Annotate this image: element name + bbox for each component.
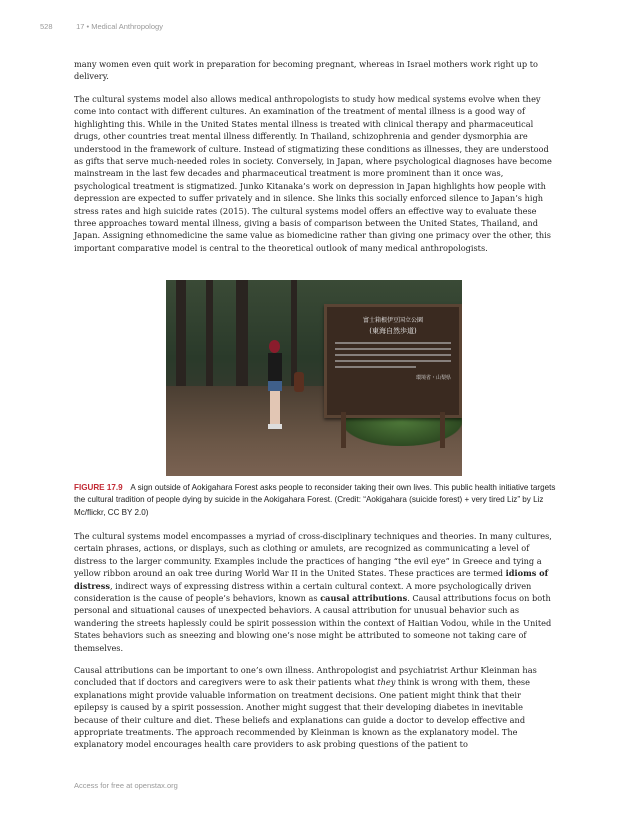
sign-post — [341, 412, 346, 448]
person-figure — [266, 340, 284, 430]
page-number: 528 — [40, 22, 53, 31]
tree-trunk — [176, 280, 186, 400]
tree-trunk — [236, 280, 248, 400]
text-run: Causal attributions can be important to one’s own illness. Anthropologist and psychiatrist Arthur Kleinman has concluded that if doctors and caregivers were to ask their patients what — [74, 665, 537, 688]
paragraph-text — [74, 664, 552, 751]
text-run: think is wrong with them, these explanations might provide valuable information on treatment decisions. One patient might think that their epilepsy is caused by a spirit possession. Another might suggest that their developing diabetes in inevitable because of their culture and diet. These beliefs and explanations can guide a doctor to develop effective and appropriate treatments. The approach recommended by Kleinman is known as the explanatory model. The explanatory model encourages health care providers to ask probing questions of the patient to — [74, 677, 530, 750]
sign-subtitle: (東海自然歩道) — [369, 327, 417, 335]
aokigahara-forest-photo — [166, 280, 462, 476]
paragraph-text — [74, 530, 552, 654]
key-term-idioms-of-distress: idioms of distress — [74, 568, 549, 591]
text-run: , indirect ways of expressing distress within a certain cultural context. A more psychologically driven consideration is the cause of people’s behaviors, known as — [74, 580, 532, 604]
text-run: . Causal attributions focus on both personal and situational causes of unexpected behaviors. A causal attribution for unusual behavior such as wandering the streets haplessly could be spirit possession within the context of Haitian Vodou, while in the United States behaviors such as sneezing and blowing one’s nose might be attributed to someone not taking care of themselves. — [74, 593, 552, 653]
figure-label: FIGURE 17.9 — [74, 483, 123, 492]
lantern — [294, 372, 304, 392]
warning-sign — [324, 304, 462, 418]
body-paragraph-3 — [74, 530, 552, 664]
page-header — [40, 22, 590, 31]
emphasis-they: they — [377, 677, 396, 688]
tree-trunk — [206, 280, 213, 400]
paragraph-text: The cultural systems model also allows medical anthropologists to study how medical systems evolve when they come into contact with different cultures. An examination of the treatment of mental illness is a good way of highlighting this. While in the United States mental illness is treated with clinical therapy and pharmaceutical drugs, other countries treat mental illness differently. In Thailand, schizophrenia and gender dysmorphia are understood in the framework of culture. Instead of stigmatizing these conditions as illnesses, they are understood as gifts that serve much-needed roles in society. Conversely, in Japan, where psychological diagnoses have become mainstream in the last few decades and pharmaceutical treatment is more prominent than it once was, psychological treatment is stigmatized. Junko Kitanaka’s work on depression in Japan highlights how people with depression are expected to suffer privately and in silence. She links this socially enforced silence to Japan’s high stress rates and high suicide rates (2015). The cultural systems model offers an effective way to evaluate these three approaches toward mental illness, giving a basis of comparison between the United States, Thailand, and Japan. Assigning ethnomedicine the same value as biomedicine rather than giving one primacy over the other, this important comparative model is central to the theoretical outlook of many medical anthropologists. — [74, 94, 552, 253]
chapter-title: 17 • Medical Anthropology — [76, 22, 163, 31]
body-paragraph-4 — [74, 664, 552, 761]
text-run: The cultural systems model encompasses a myriad of cross-disciplinary techniques and theories. In many cultures, certain phrases, actions, or displays, such as clothing or amulets, are recognized as communicating a level of distress to the larger community. Examples include the practices of hanging “the evil eye” in Greece and tying a yellow ribbon around an oak tree during World War II in the United States. These practices are termed — [74, 531, 552, 579]
page-footer: Access for free at openstax.org — [74, 781, 178, 790]
key-term-causal-attributions: causal attributions — [320, 593, 408, 604]
sign-title: 富士箱根伊豆国立公園 — [362, 317, 423, 324]
body-paragraph-2 — [74, 93, 552, 264]
sign-post — [440, 412, 445, 448]
sign-footer: 環境省・山梨県 — [415, 375, 451, 381]
paragraph-text: many women even quit work in preparation for becoming pregnant, whereas in Israel mothers work right up to delivery. — [74, 59, 538, 82]
body-paragraph-1 — [74, 58, 552, 93]
caption-text: A sign outside of Aokigahara Forest asks people to reconsider taking their own lives. This public health initiative targets the cultural tradition of people dying by suicide in the Aokigahara Forest. (Credit: “Aokigahara (suicide forest) + very tired Liz” by Liz Mc/flickr, CC BY 2.0) — [74, 483, 556, 517]
figure-caption — [74, 482, 556, 519]
sign-text-lines — [335, 342, 451, 368]
